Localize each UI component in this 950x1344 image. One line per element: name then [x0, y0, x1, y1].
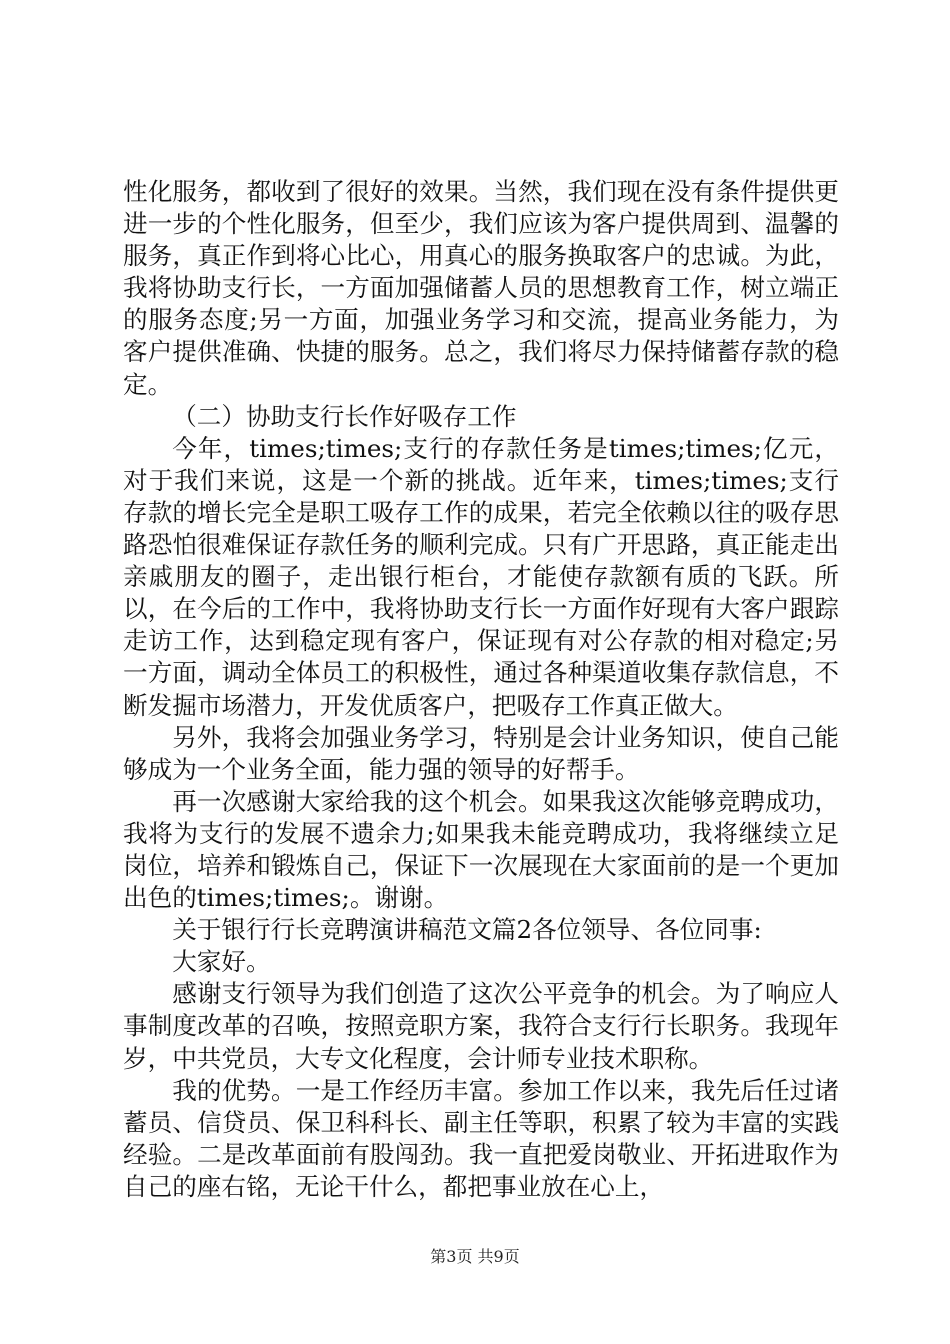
document-body [123, 176, 839, 1203]
paragraph-5: 再一次感谢大家给我的这个机会。如果我这次能够竞聘成功，我将为支行的发展不遗余力;如果我未能竞聘成功，我将继续立足岗位，培养和锻炼自己，保证下一次展现在大家面前的是一个更加出色的times;times;。谢谢。 [123, 786, 839, 913]
paragraph-9: 我的优势。一是工作经历丰富。参加工作以来，我先后任过诸蓄员、信贷员、保卫科科长、副主任等职，积累了较为丰富的实践经验。二是改革面前有股闯劲。我一直把爱岗敬业、开拓进取作为自己的座右铭，无论干什么，都把事业放在心上， [123, 1075, 839, 1201]
article-title-line: 关于银行行长竞聘演讲稿范文篇2各位领导、各位同事: [172, 915, 762, 945]
paragraph-3: 今年，times;times;支行的存款任务是times;times;亿元，对于我们来说，这是一个新的挑战。近年来，times;times;支行存款的增长完全是职工吸存工作的成果，若完全依赖以往的吸存思路恐怕很难保证存款任务的顺利完成。只有广开思路，真正能走出亲戚朋友的圈子，走出银行柜台，才能使存款额有质的飞跃。所以，在今后的工作中，我将协助支行长一方面作好现有大客户跟踪走访工作，达到稳定现有客户，保证现有对公存款的相对稳定;另一方面，调动全体员工的积极性，通过各种渠道收集存款信息，不断发掘市场潜力，开发优质客户，把吸存工作真正做大。 [123, 433, 839, 720]
paragraph-4: 另外，我将会加强业务学习，特别是会计业务知识，使自己能够成为一个业务全面，能力强的领导的好帮手。 [123, 722, 839, 784]
greeting-line: 大家好。 [172, 947, 271, 977]
paragraph-8: 感谢支行领导为我们创造了这次公平竞争的机会。为了响应人事制度改革的召唤，按照竞职方案，我符合支行行长职务。我现年岁，中共党员，大专文化程度，会计师专业技术职称。 [123, 979, 839, 1073]
page-number: 第3页 共9页 [430, 1247, 520, 1266]
paragraph-1: 性化服务，都收到了很好的效果。当然，我们现在没有条件提供更进一步的个性化服务，但至少，我们应该为客户提供周到、温馨的服务，真正作到将心比心，用真心的服务换取客户的忠诚。为此，我将协助支行长，一方面加强储蓄人员的思想教育工作，树立端正的服务态度;另一方面，加强业务学习和交流，提高业务能力，为客户提供准确、快捷的服务。总之，我们将尽力保持储蓄存款的稳定。 [123, 177, 839, 399]
section-heading-2: （二）协助支行长作好吸存工作 [172, 401, 517, 431]
page-footer [0, 1247, 950, 1267]
